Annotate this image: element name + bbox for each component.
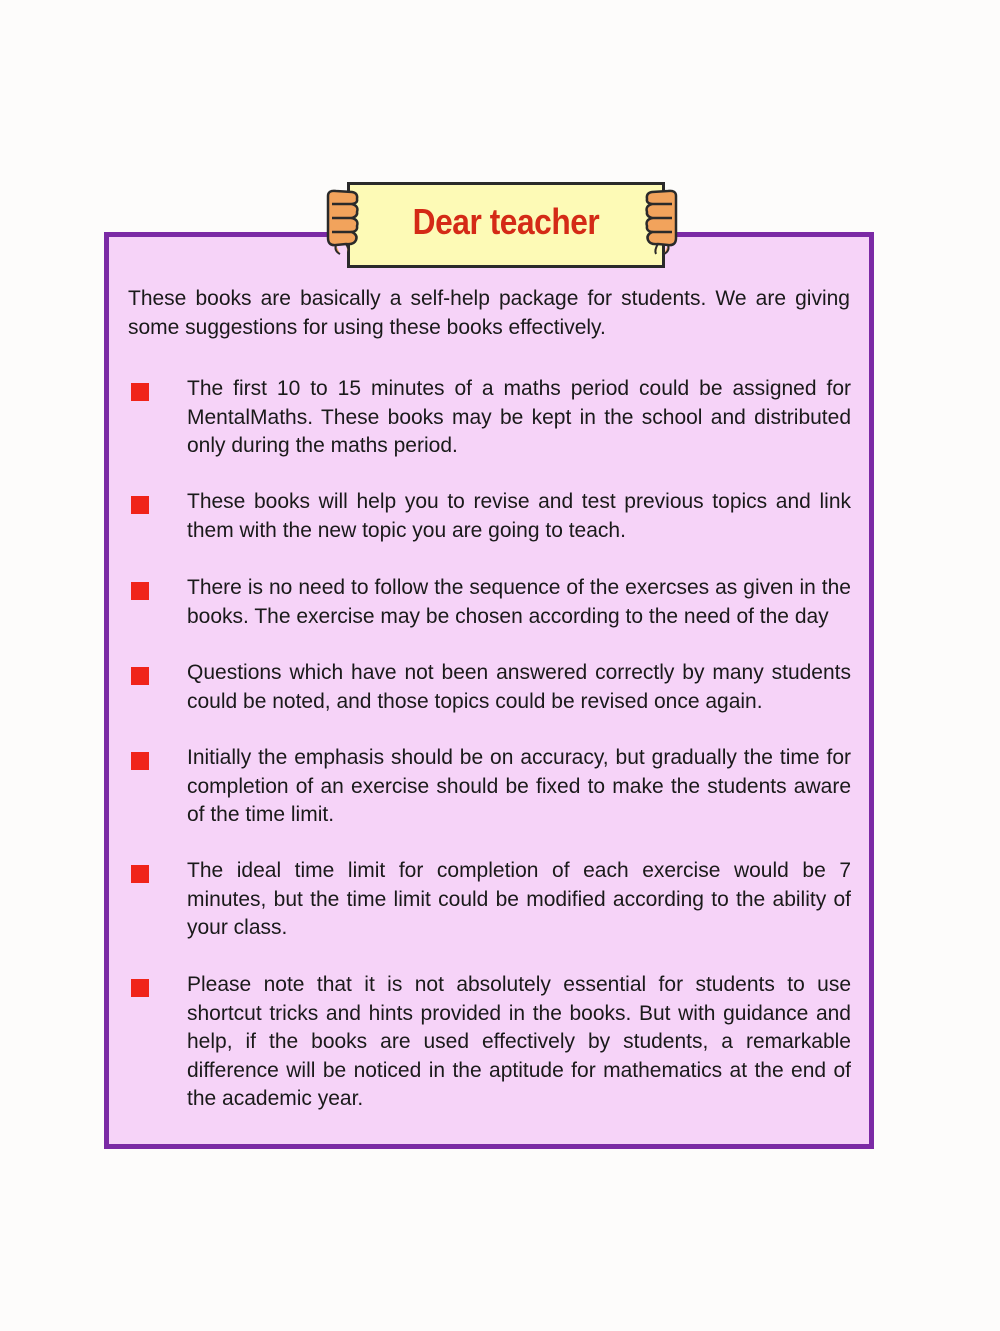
suggestion-text: There is no need to follow the sequence of the exercses as given in the books. The exercise may be chosen according to the need of the day	[187, 576, 851, 628]
suggestion-text: The ideal time limit for completion of each exercise would be 7 minutes, but the time limit could be modified according to the ability of your class.	[187, 859, 851, 939]
title-banner	[347, 182, 665, 268]
intro-paragraph: These books are basically a self-help package for students. We are giving some suggestions for using these books effectively.	[128, 287, 850, 339]
page-title: Dear teacher	[412, 201, 600, 242]
left-hand-icon	[322, 188, 362, 256]
red-square-bullet-icon	[131, 979, 149, 997]
red-square-bullet-icon	[131, 667, 149, 685]
red-square-bullet-icon	[131, 383, 149, 401]
red-square-bullet-icon	[131, 752, 149, 770]
right-hand-icon	[642, 188, 682, 256]
red-square-bullet-icon	[131, 582, 149, 600]
suggestion-text: Questions which have not been answered correctly by many students could be noted, and those topics could be revised once again.	[187, 661, 851, 713]
red-square-bullet-icon	[131, 496, 149, 514]
suggestion-text: The first 10 to 15 minutes of a maths period could be assigned for MentalMaths. These books may be kept in the school and distributed only during the maths period.	[187, 377, 851, 457]
red-square-bullet-icon	[131, 865, 149, 883]
suggestion-text: Initially the emphasis should be on accuracy, but gradually the time for completion of an exercise should be fixed to make the students aware of the time limit.	[187, 746, 851, 826]
suggestion-text: These books will help you to revise and test previous topics and link them with the new topic you are going to teach.	[187, 490, 851, 542]
suggestion-text: Please note that it is not absolutely essential for students to use shortcut tricks and hints provided in the books. But with guidance and help, if the books are used effectively by students, a remarkable difference will be noticed in the aptitude for mathematics at the end of the academic year.	[187, 973, 851, 1110]
